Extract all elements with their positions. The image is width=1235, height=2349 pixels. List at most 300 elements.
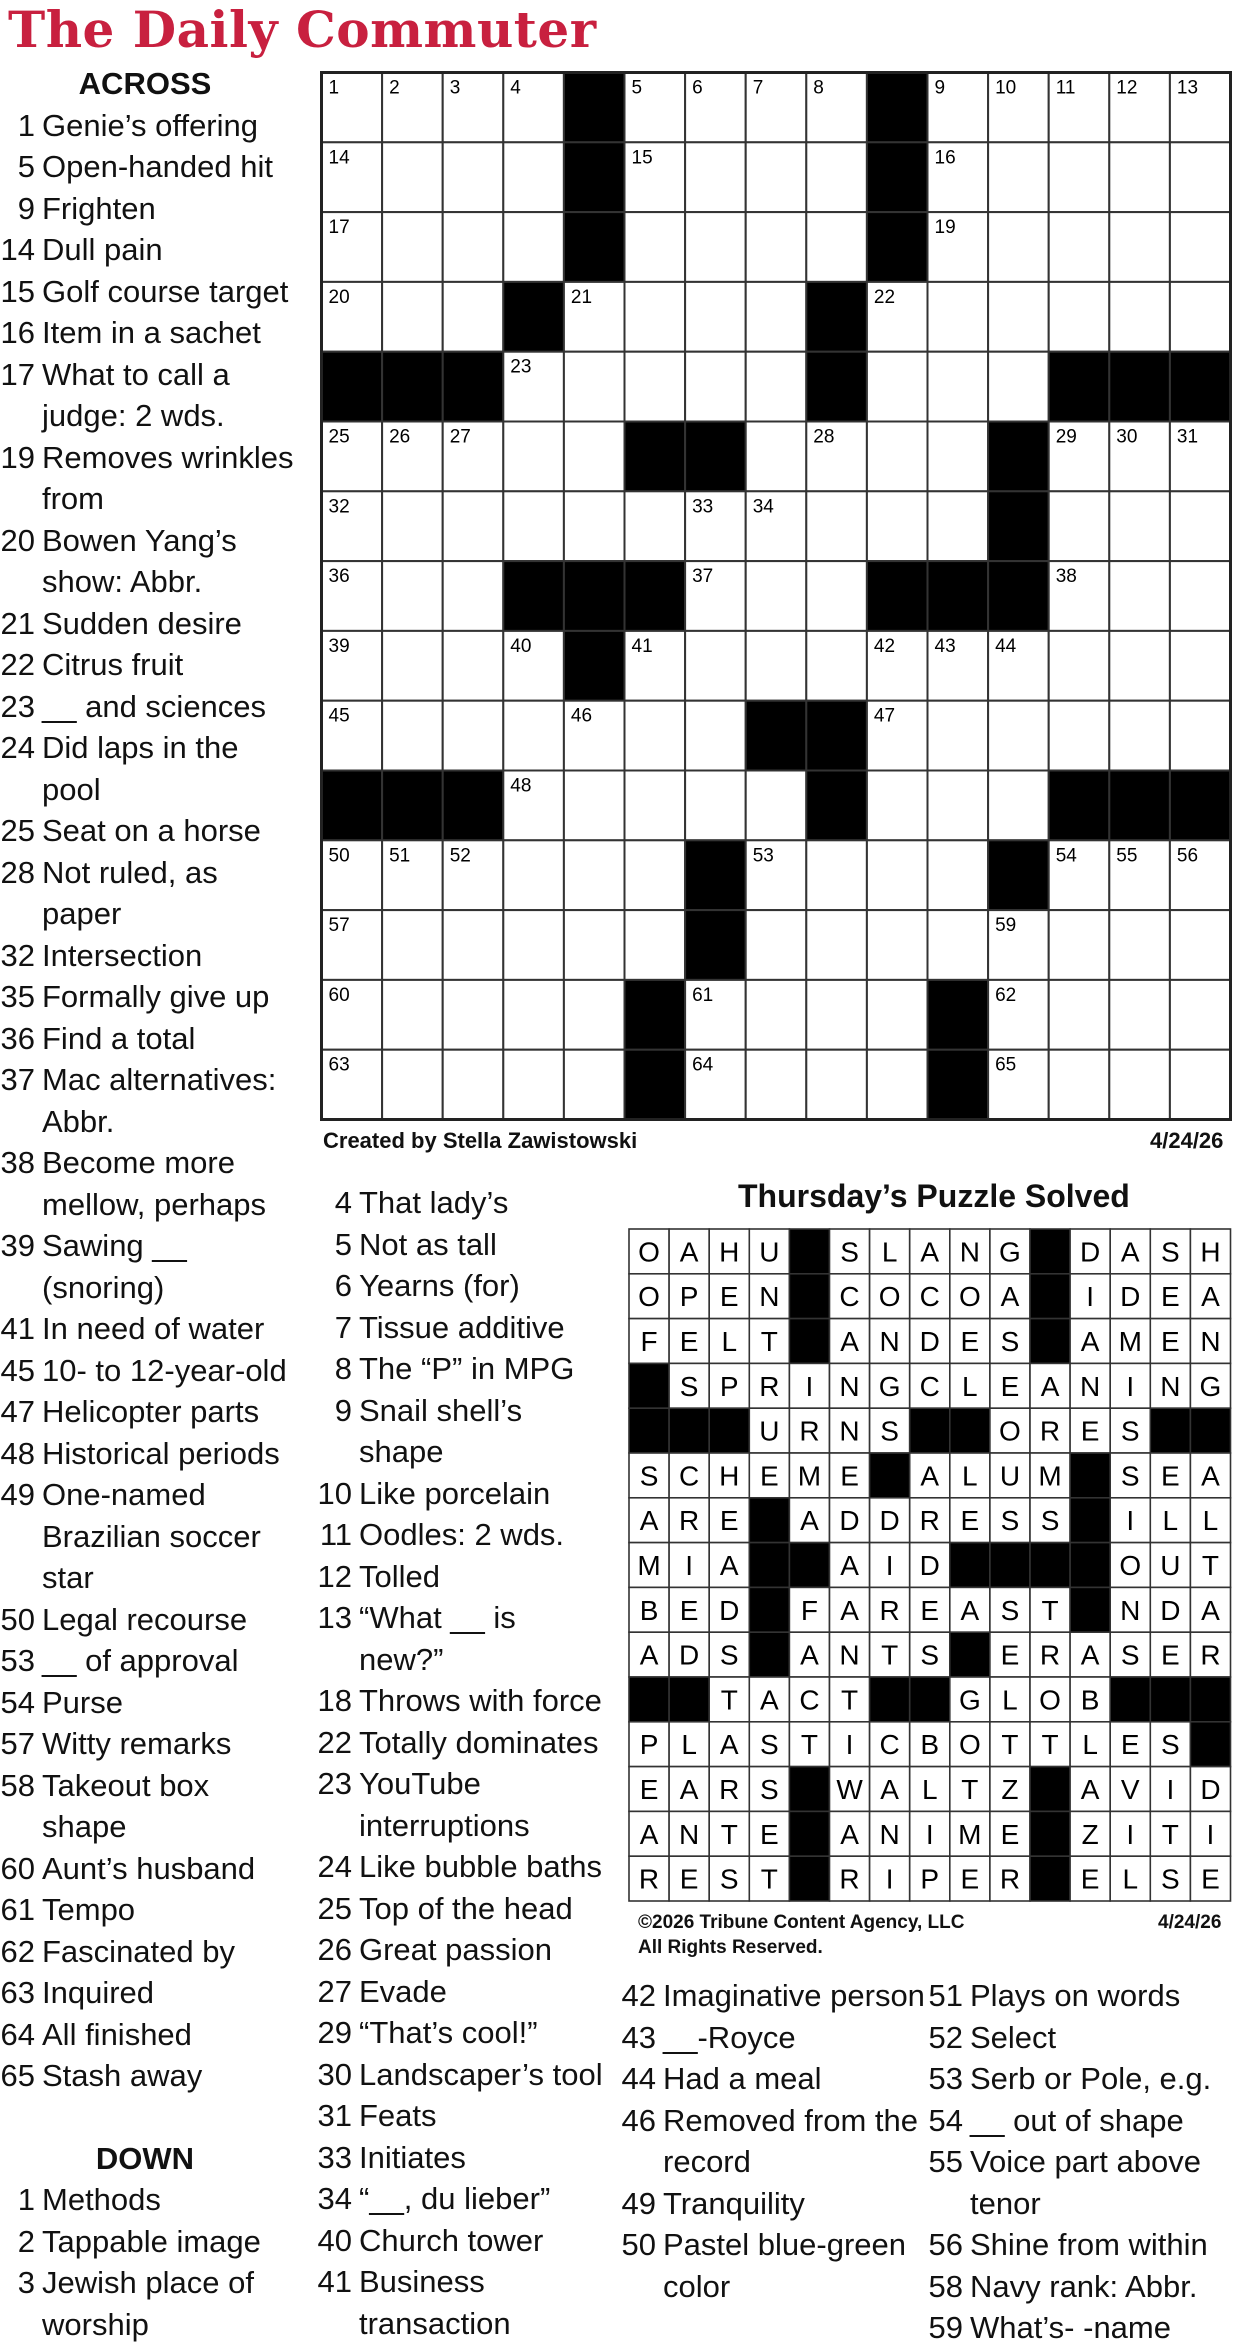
grid-cell[interactable] — [443, 910, 504, 980]
clue-across-57 — [0, 1723, 300, 1765]
grid-cell[interactable] — [503, 840, 564, 910]
solution-letter: E — [1080, 1415, 1100, 1447]
grid-cell[interactable] — [564, 352, 625, 422]
grid-cell[interactable] — [1109, 631, 1170, 701]
cell-number: 49 — [813, 775, 835, 797]
clue-down-col4-56 — [927, 2224, 1232, 2266]
clue-number: 36 — [0, 1020, 35, 1056]
clue-number: 26 — [317, 1932, 352, 1967]
grid-cell[interactable] — [806, 840, 867, 910]
clue-text: Like porcelain — [359, 1475, 551, 1511]
grid-cell[interactable] — [443, 491, 504, 561]
clue-down-col2-22 — [308, 1722, 608, 1764]
clue-across-54 — [0, 1682, 300, 1724]
solution-letter: P — [639, 1729, 659, 1761]
cell-number: 60 — [328, 984, 350, 1006]
solution-black-square — [1030, 1767, 1070, 1812]
grid-cell[interactable] — [382, 910, 443, 980]
rights-line: All Rights Reserved. — [638, 1937, 823, 1958]
cell-number: 32 — [328, 496, 350, 518]
grid-cell[interactable] — [1109, 491, 1170, 561]
grid-cell[interactable] — [867, 491, 928, 561]
solution-letter: T — [760, 1326, 778, 1357]
clue-number: 29 — [317, 2015, 352, 2050]
grid-cell[interactable] — [867, 1050, 928, 1120]
solution-letter: E — [960, 1326, 980, 1357]
cell-number: 33 — [692, 496, 714, 518]
clue-text: Bowen Yang’s show: Abbr. — [42, 522, 237, 599]
clue-down-col4-53 — [927, 2058, 1232, 2100]
clue-text: In need of water — [42, 1311, 265, 1346]
grid-cell[interactable] — [503, 980, 564, 1050]
grid-cell[interactable] — [564, 980, 625, 1050]
clue-number: 12 — [317, 1558, 352, 1594]
grid-cell[interactable] — [806, 561, 867, 631]
clue-column-left — [0, 63, 300, 2345]
solution-letter: A — [840, 1594, 859, 1626]
clue-across-38 — [0, 1142, 300, 1225]
clue-down-col2-23 — [308, 1763, 608, 1846]
grid-cell[interactable] — [928, 840, 989, 910]
grid-cell[interactable] — [1109, 910, 1170, 980]
clue-down-col3-50 — [620, 2224, 925, 2307]
solution-letter: A — [1040, 1370, 1060, 1402]
grid-cell[interactable] — [503, 422, 564, 492]
clue-across-62 — [0, 1931, 300, 1973]
clue-number: 62 — [0, 1933, 35, 1969]
clue-number: 58 — [928, 2268, 963, 2304]
grid-cell[interactable] — [806, 980, 867, 1050]
grid-cell[interactable] — [746, 561, 807, 631]
solution-letter: L — [1002, 1684, 1018, 1716]
black-square — [382, 352, 443, 422]
grid-cell[interactable] — [988, 282, 1049, 352]
solution-black-square — [749, 1632, 789, 1677]
grid-cell[interactable] — [806, 631, 867, 701]
grid-cell[interactable] — [625, 910, 686, 980]
grid-cell[interactable] — [685, 701, 746, 771]
clue-down-col4-51 — [927, 1975, 1232, 2017]
solution-letter: S — [1000, 1505, 1020, 1537]
grid-cell[interactable] — [806, 491, 867, 561]
clue-number: 59 — [928, 2310, 963, 2345]
grid-cell[interactable] — [382, 701, 443, 771]
black-square — [867, 142, 928, 212]
clue-text: Church tower — [359, 2222, 544, 2258]
clue-down-col4-55 — [927, 2141, 1232, 2224]
clue-number: 34 — [317, 2181, 352, 2216]
clue-number: 14 — [0, 232, 35, 267]
grid-cell[interactable] — [1170, 491, 1231, 561]
grid-cell[interactable] — [382, 980, 443, 1050]
clue-down-col2-13 — [308, 1597, 608, 1680]
grid-cell[interactable] — [1109, 980, 1170, 1050]
solution-letter: H — [719, 1236, 740, 1268]
grid-cell[interactable] — [988, 142, 1049, 212]
solution-black-square — [1110, 1677, 1150, 1722]
grid-cell[interactable] — [806, 212, 867, 282]
grid-cell[interactable] — [746, 212, 807, 282]
grid-cell[interactable] — [564, 840, 625, 910]
cell-number: 3 — [449, 77, 461, 99]
solution-letter: T — [881, 1639, 899, 1671]
grid-cell[interactable] — [867, 980, 928, 1050]
grid-cell[interactable] — [685, 212, 746, 282]
grid-cell[interactable] — [746, 980, 807, 1050]
grid-cell[interactable] — [928, 352, 989, 422]
grid-cell[interactable] — [988, 212, 1049, 282]
clue-text: Snail shell’s shape — [359, 1392, 523, 1469]
black-square — [685, 422, 746, 492]
grid-cell[interactable] — [928, 701, 989, 771]
grid-cell[interactable] — [443, 631, 504, 701]
clue-number: 60 — [0, 1850, 35, 1886]
clue-across-28 — [0, 852, 300, 935]
solution-letter: S — [1120, 1415, 1140, 1447]
grid-cell[interactable] — [806, 910, 867, 980]
grid-cell[interactable] — [382, 631, 443, 701]
solution-letter: E — [960, 1863, 980, 1895]
solution-black-square — [1070, 1453, 1110, 1498]
grid-cell[interactable] — [503, 1050, 564, 1120]
grid-cell[interactable] — [382, 212, 443, 282]
black-square — [867, 212, 928, 282]
clue-text: Purse — [42, 1684, 123, 1720]
grid-cell[interactable] — [746, 142, 807, 212]
grid-cell[interactable] — [443, 142, 504, 212]
grid-cell[interactable] — [503, 910, 564, 980]
solution-letter: E — [1161, 1460, 1180, 1492]
clue-number: 31 — [317, 2098, 352, 2133]
grid-cell[interactable] — [443, 980, 504, 1050]
solution-letter: T — [1001, 1729, 1019, 1761]
grid-cell[interactable] — [1170, 142, 1231, 212]
solution-letter: S — [1161, 1729, 1180, 1761]
clue-number: 63 — [0, 1975, 35, 2010]
clue-column-bottom-left — [620, 1975, 925, 2307]
clue-text: All finished — [42, 2016, 192, 2052]
solution-letter: R — [1039, 1639, 1061, 1671]
grid-cell[interactable] — [382, 1050, 443, 1120]
solution-letter: G — [1199, 1370, 1222, 1402]
grid-cell[interactable] — [1170, 212, 1231, 282]
solution-letter: N — [1160, 1370, 1181, 1402]
clue-number: 50 — [0, 1601, 35, 1637]
clue-text: Sudden desire — [42, 605, 242, 641]
grid-cell[interactable] — [1170, 282, 1231, 352]
down-header: DOWN — [95, 2140, 195, 2176]
grid-cell[interactable] — [503, 142, 564, 212]
grid-cell[interactable] — [382, 282, 443, 352]
solution-letter: S — [639, 1460, 659, 1492]
solution-letter: I — [805, 1370, 814, 1402]
grid-cell[interactable] — [625, 212, 686, 282]
solution-letter: I — [1126, 1818, 1135, 1850]
grid-cell[interactable] — [1049, 491, 1110, 561]
solution-letter: Z — [1001, 1774, 1019, 1805]
grid-cell[interactable] — [443, 561, 504, 631]
grid-cell[interactable] — [1109, 282, 1170, 352]
grid-cell[interactable] — [928, 771, 989, 841]
clue-text: __ out of shape — [970, 2102, 1184, 2138]
clue-down-col2-41 — [308, 2261, 608, 2344]
solution-letter: A — [679, 1774, 699, 1805]
solution-letter: D — [919, 1550, 940, 1581]
solution-letter: T — [720, 1684, 738, 1716]
grid-cell[interactable] — [625, 491, 686, 561]
grid-cell[interactable] — [564, 422, 625, 492]
grid-cell[interactable] — [1049, 980, 1110, 1050]
clue-text: Navy rank: Abbr. — [970, 2268, 1198, 2304]
solution-black-square — [1030, 1811, 1070, 1856]
solution-black-square — [950, 1543, 990, 1588]
solution-letter: O — [638, 1281, 660, 1313]
clue-text: Feats — [359, 2098, 437, 2133]
clue-number: 7 — [334, 1309, 352, 1345]
grid-cell[interactable] — [625, 352, 686, 422]
grid-cell[interactable] — [746, 910, 807, 980]
solution-letter: E — [1201, 1863, 1220, 1895]
clue-down-col2-34 — [308, 2178, 608, 2220]
grid-cell[interactable] — [443, 701, 504, 771]
clue-text: Select — [970, 2019, 1057, 2055]
solution-black-square — [1030, 1543, 1070, 1588]
clue-text: “That’s cool!” — [359, 2015, 538, 2050]
solution-letter: A — [800, 1505, 819, 1537]
solution-letter: E — [920, 1594, 940, 1626]
clue-number: 50 — [621, 2227, 656, 2262]
grid-cell[interactable] — [564, 771, 625, 841]
black-square — [564, 142, 625, 212]
clue-number: 15 — [0, 273, 35, 309]
cell-number: 42 — [873, 635, 896, 657]
grid-cell[interactable] — [564, 910, 625, 980]
clue-across-22 — [0, 644, 300, 686]
clue-text: Takeout box shape — [42, 1767, 210, 1844]
clue-down-col4-54 — [927, 2100, 1232, 2142]
solution-black-square — [1070, 1543, 1110, 1588]
grid-cell[interactable] — [746, 631, 807, 701]
grid-cell[interactable] — [685, 631, 746, 701]
grid-cell[interactable] — [503, 212, 564, 282]
grid-cell[interactable] — [746, 422, 807, 492]
solution-letter: E — [760, 1818, 779, 1850]
grid-cell[interactable] — [382, 491, 443, 561]
clue-across-1 — [0, 105, 300, 147]
grid-cell[interactable] — [1049, 910, 1110, 980]
clue-down-col2-27 — [308, 1971, 608, 2013]
clue-text: Genie’s offering — [42, 107, 259, 143]
grid-cell[interactable] — [867, 840, 928, 910]
black-square — [1109, 352, 1170, 422]
clue-number: 16 — [0, 315, 35, 350]
grid-cell[interactable] — [685, 142, 746, 212]
solution-letter: N — [879, 1326, 900, 1357]
clue-down-col2-12 — [308, 1556, 608, 1598]
grid-cell[interactable] — [625, 771, 686, 841]
black-square — [625, 980, 686, 1050]
crossword-grid[interactable] — [320, 71, 1232, 1124]
grid-cell[interactable] — [1109, 701, 1170, 771]
grid-cell[interactable] — [928, 491, 989, 561]
solution-letter: M — [797, 1460, 822, 1492]
solution-letter: A — [1201, 1594, 1220, 1626]
grid-cell[interactable] — [685, 771, 746, 841]
solution-letter: G — [999, 1236, 1021, 1268]
grid-cell[interactable] — [988, 771, 1049, 841]
grid-cell[interactable] — [1109, 142, 1170, 212]
grid-cell[interactable] — [746, 1050, 807, 1120]
grid-cell[interactable] — [625, 840, 686, 910]
clue-text: Stash away — [42, 2058, 203, 2093]
grid-cell[interactable] — [1109, 561, 1170, 631]
solution-letter: T — [1201, 1550, 1220, 1581]
cell-number: 57 — [328, 915, 350, 937]
clue-text: What’s- -name — [970, 2310, 1171, 2345]
clue-number: 53 — [0, 1643, 35, 1678]
clue-number: 41 — [0, 1311, 35, 1346]
grid-cell[interactable] — [806, 1050, 867, 1120]
cell-number: 64 — [692, 1054, 714, 1076]
grid-cell[interactable] — [382, 142, 443, 212]
grid-cell[interactable] — [1109, 212, 1170, 282]
grid-cell[interactable] — [1170, 980, 1231, 1050]
clue-number: 53 — [928, 2061, 963, 2096]
clue-text: Removes wrinkles from — [42, 439, 294, 516]
solution-letter: T — [800, 1729, 819, 1761]
clue-number: 5 — [17, 149, 35, 184]
solution-letter: A — [760, 1684, 779, 1716]
grid-cell[interactable] — [1049, 701, 1110, 771]
grid-cell[interactable] — [867, 422, 928, 492]
grid-cell[interactable] — [382, 561, 443, 631]
solution-letter: L — [1122, 1863, 1139, 1895]
solution-letter: S — [719, 1639, 739, 1671]
grid-cell[interactable] — [1049, 631, 1110, 701]
grid-cell[interactable] — [1170, 1050, 1231, 1120]
grid-cell[interactable] — [1170, 631, 1231, 701]
clue-text: Landscaper’s tool — [359, 2056, 603, 2092]
black-square — [322, 352, 383, 422]
grid-cell[interactable] — [685, 352, 746, 422]
grid-cell[interactable] — [1049, 282, 1110, 352]
solution-letter: S — [880, 1415, 899, 1447]
solution-letter: U — [759, 1415, 780, 1447]
grid-cell[interactable] — [867, 771, 928, 841]
solution-black-square — [870, 1453, 910, 1498]
grid-cell[interactable] — [1049, 142, 1110, 212]
solution-letter: L — [1082, 1729, 1098, 1761]
solution-letter: O — [999, 1415, 1021, 1447]
clue-down-col3-44 — [620, 2058, 925, 2100]
solution-letter: L — [1202, 1505, 1219, 1537]
solution-letter: H — [719, 1460, 740, 1492]
black-square — [685, 840, 746, 910]
grid-cell[interactable] — [867, 910, 928, 980]
grid-cell[interactable] — [564, 491, 625, 561]
clue-text: Not ruled, as paper — [42, 854, 218, 931]
clue-text: Tappable image — [42, 2223, 261, 2259]
grid-cell[interactable] — [1170, 701, 1231, 771]
grid-cell[interactable] — [988, 352, 1049, 422]
grid-cell[interactable] — [685, 282, 746, 352]
clue-across-65 — [0, 2055, 300, 2097]
clue-number: 24 — [0, 730, 35, 765]
solution-letter: E — [719, 1505, 739, 1537]
grid-cell[interactable] — [1049, 1050, 1110, 1120]
grid-cell[interactable] — [1170, 910, 1231, 980]
cell-number: 11 — [1055, 77, 1076, 99]
solution-letter: R — [1200, 1639, 1221, 1671]
solution-letter: B — [639, 1594, 659, 1626]
grid-cell[interactable] — [988, 701, 1049, 771]
grid-cell[interactable] — [1049, 212, 1110, 282]
clue-text: Totally dominates — [359, 1724, 599, 1760]
grid-cell[interactable] — [928, 282, 989, 352]
clue-across-16 — [0, 312, 300, 354]
clue-down-col1-1 — [0, 2179, 300, 2221]
solution-letter: D — [879, 1505, 900, 1537]
solution-letter: A — [920, 1460, 940, 1492]
grid-cell[interactable] — [564, 1050, 625, 1120]
grid-cell[interactable] — [443, 1050, 504, 1120]
grid-cell[interactable] — [1109, 1050, 1170, 1120]
grid-cell[interactable] — [625, 701, 686, 771]
clue-text: Voice part above tenor — [970, 2144, 1201, 2221]
grid-cell[interactable] — [746, 282, 807, 352]
black-square — [625, 561, 686, 631]
grid-cell[interactable] — [746, 352, 807, 422]
solution-black-square — [789, 1543, 829, 1588]
clue-number: 33 — [317, 2139, 352, 2175]
solution-letter: I — [925, 1818, 934, 1850]
cell-number: 46 — [570, 705, 593, 727]
solution-letter: A — [880, 1774, 899, 1805]
clue-text: Witty remarks — [42, 1726, 232, 1761]
black-square — [806, 701, 867, 771]
clue-number: 11 — [319, 1517, 352, 1552]
grid-cell[interactable] — [443, 212, 504, 282]
grid-cell[interactable] — [806, 142, 867, 212]
cell-number: 26 — [389, 426, 411, 448]
solution-letter: N — [759, 1281, 780, 1313]
solution-letter: R — [1039, 1415, 1061, 1447]
grid-cell[interactable] — [503, 701, 564, 771]
grid-cell[interactable] — [867, 352, 928, 422]
grid-cell[interactable] — [928, 422, 989, 492]
clue-text: Historical periods — [42, 1435, 280, 1471]
solution-grid — [628, 1228, 1232, 1904]
grid-cell[interactable] — [928, 910, 989, 980]
cell-number: 31 — [1176, 426, 1199, 448]
clue-number: 20 — [0, 522, 35, 558]
clue-text: Helicopter parts — [42, 1394, 260, 1429]
grid-cell[interactable] — [1170, 561, 1231, 631]
cell-number: 53 — [752, 845, 774, 867]
clue-number: 61 — [0, 1892, 35, 1927]
clue-number: 49 — [621, 2185, 656, 2221]
solution-letter: W — [836, 1774, 863, 1805]
clue-column-bottom-right — [927, 1975, 1232, 2349]
grid-cell[interactable] — [625, 282, 686, 352]
grid-cell[interactable] — [503, 491, 564, 561]
clue-text: Seat on a horse — [42, 813, 261, 848]
solution-letter: O — [1039, 1684, 1061, 1716]
solution-black-square — [990, 1543, 1030, 1588]
grid-cell[interactable] — [443, 282, 504, 352]
cell-number: 5 — [631, 77, 643, 99]
grid-cell[interactable] — [746, 771, 807, 841]
